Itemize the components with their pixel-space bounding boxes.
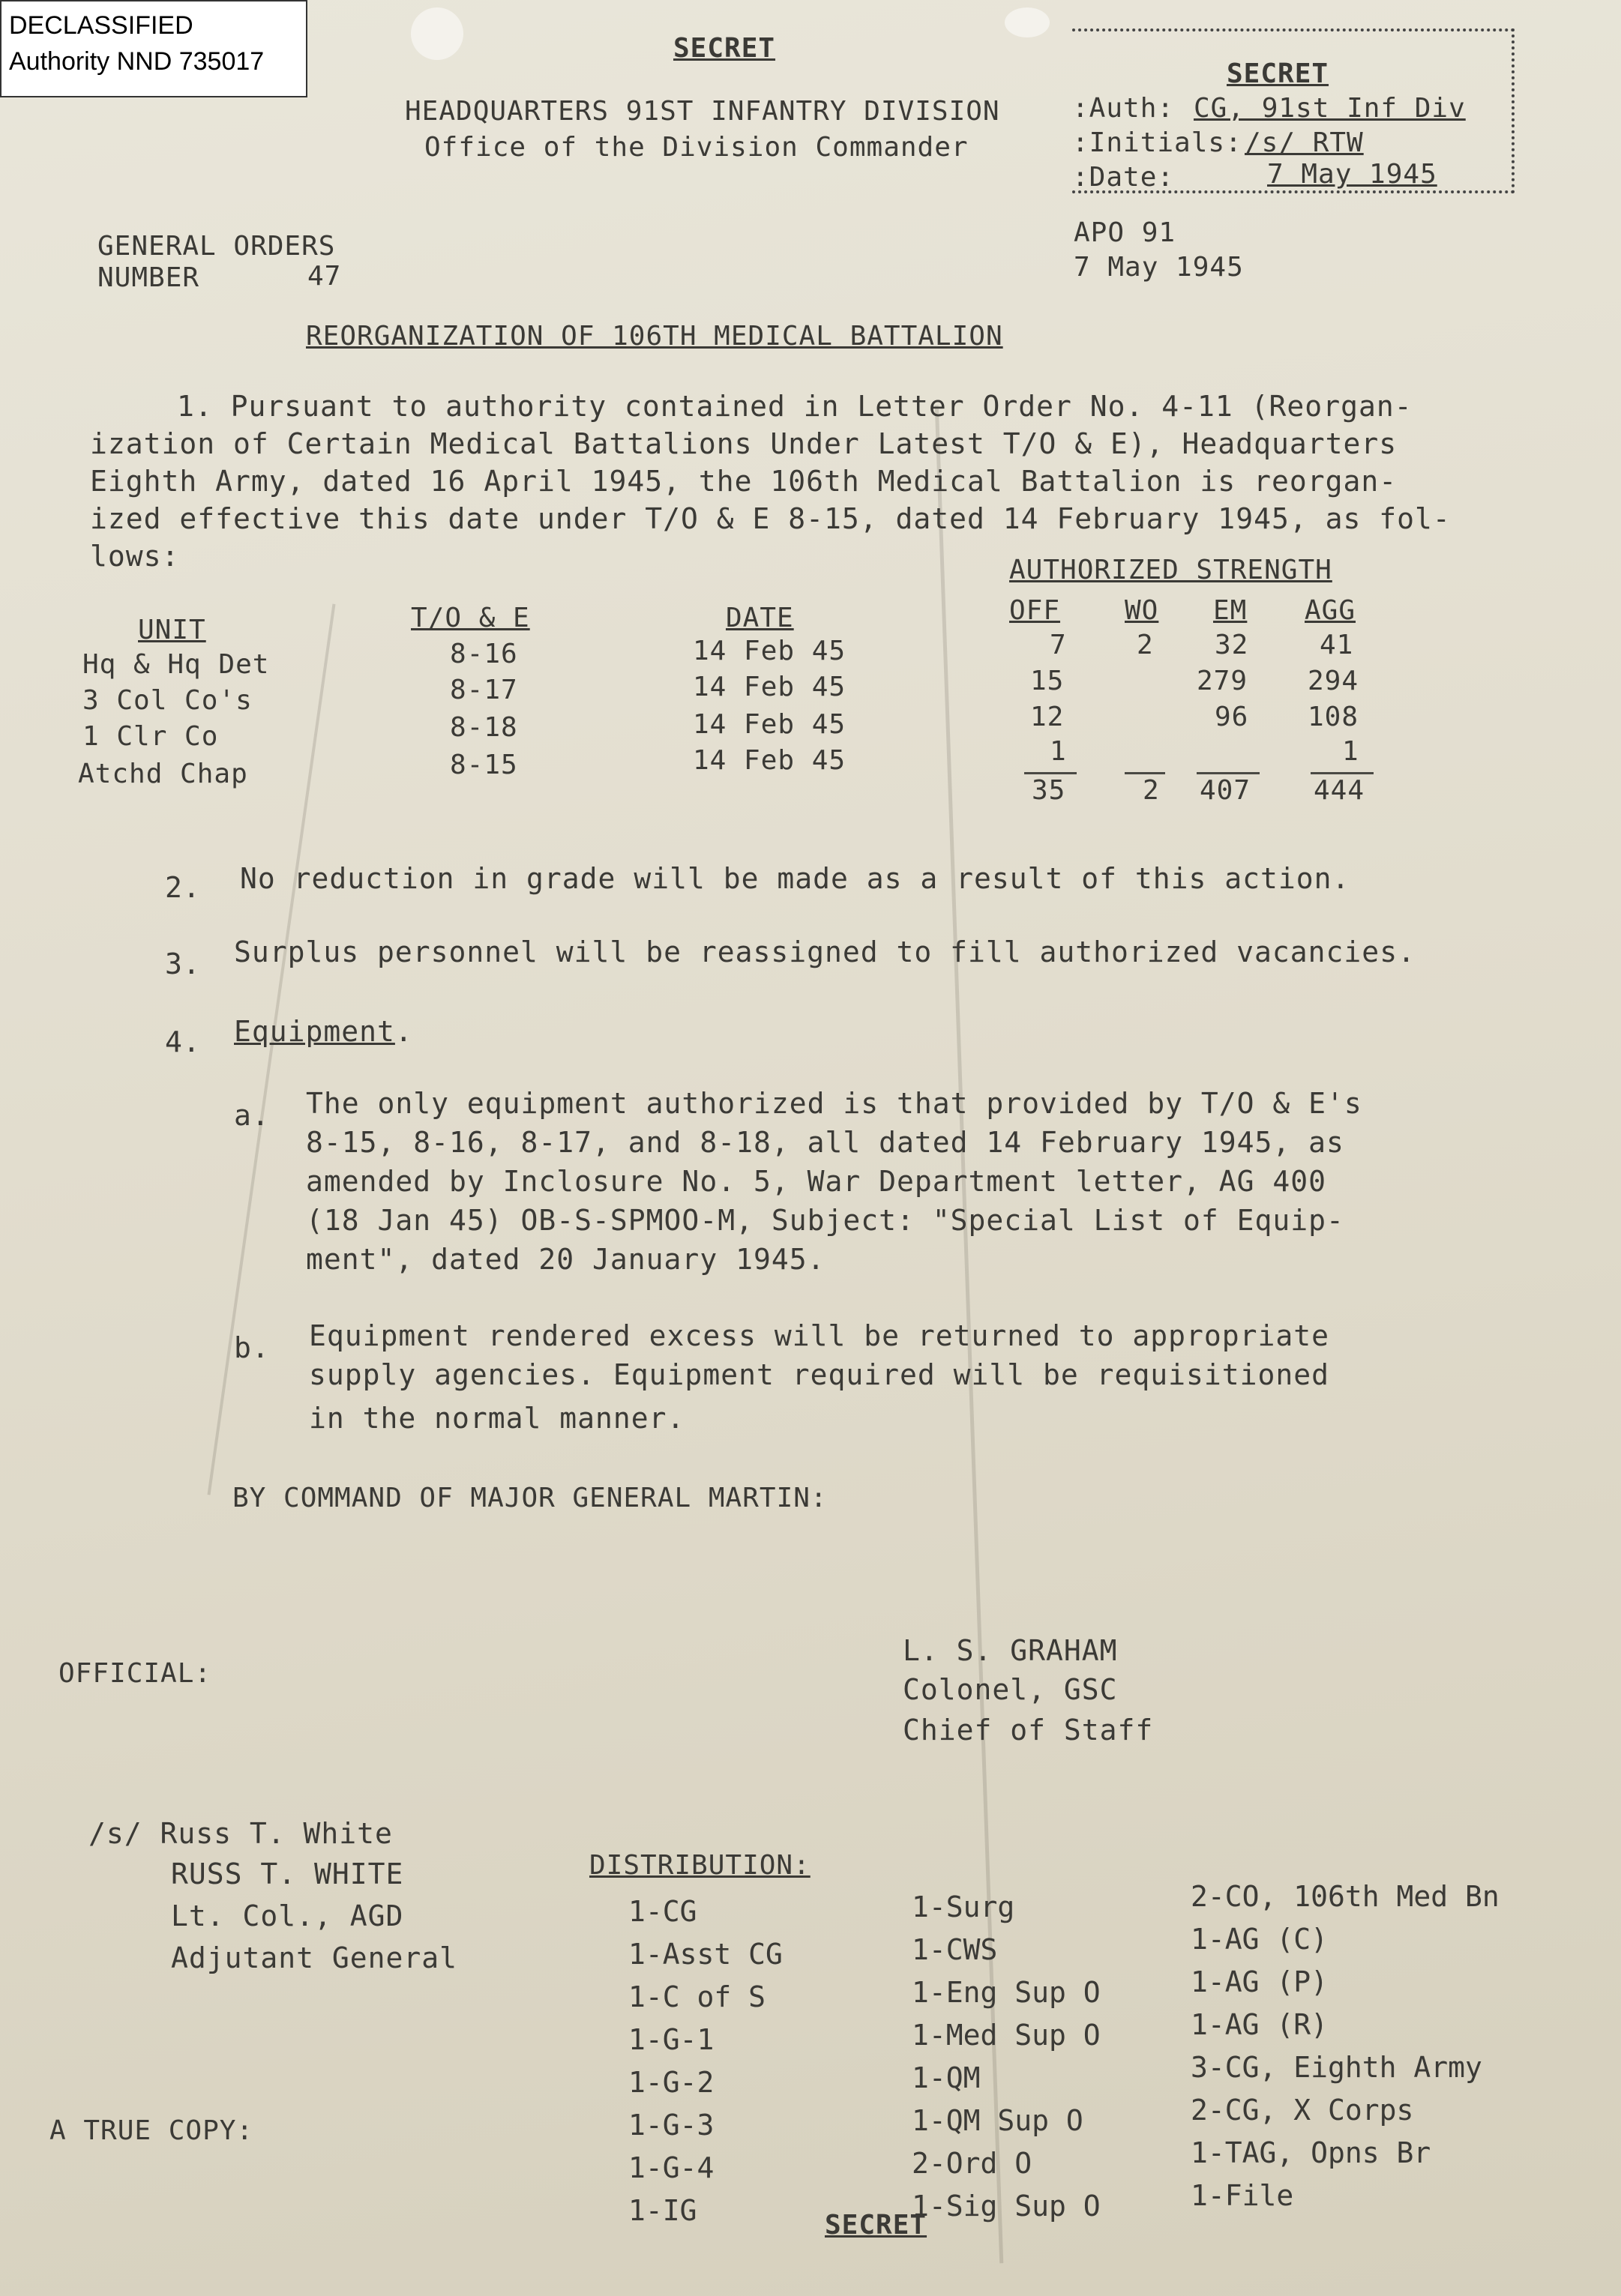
secret-marking-top: SECRET <box>673 33 776 64</box>
table-cell-em: 96 <box>1215 702 1249 732</box>
table-cell-off: 12 <box>1030 702 1065 732</box>
distribution-item: 1-Asst CG <box>628 1938 783 1971</box>
auth-value: CG, 91st Inf Div <box>1194 93 1466 124</box>
para4b-line: supply agencies. Equipment required will be requisitioned <box>309 1358 1330 1391</box>
distribution-item: 1-G-2 <box>628 2066 715 2099</box>
total-agg: 444 <box>1314 775 1365 806</box>
para1-line: ized effective this date under T/O & E 8-15, dated 14 February 1945, as fol- <box>90 502 1451 535</box>
table-cell-em: 279 <box>1197 666 1248 696</box>
hq-line: HEADQUARTERS 91ST INFANTRY DIVISION <box>405 96 1000 127</box>
distribution-item: 1-QM <box>912 2061 981 2094</box>
para4-number: 4. <box>165 1025 201 1058</box>
distribution-item: 1-Sig Sup O <box>912 2190 1101 2223</box>
date-label: :Date: <box>1072 162 1175 193</box>
para4a-line: ment", dated 20 January 1945. <box>306 1243 825 1276</box>
para2-number: 2. <box>165 871 201 904</box>
table-cell-unit: 3 Col Co's <box>82 685 253 716</box>
col-header-off: OFF <box>1009 595 1061 626</box>
stamp-line-1: DECLASSIFIED <box>9 11 193 40</box>
para4b-line: Equipment rendered excess will be returned to appropriate <box>309 1319 1330 1352</box>
distribution-item: 1-Eng Sup O <box>912 1976 1101 2009</box>
para4a-label: a. <box>234 1099 270 1132</box>
declassified-stamp <box>0 0 307 97</box>
table-cell-em: 32 <box>1215 630 1249 660</box>
table-cell-toe: 8-18 <box>450 712 518 743</box>
distribution-item: 1-G-4 <box>628 2151 715 2184</box>
distribution-item: 1-AG (C) <box>1191 1923 1329 1956</box>
distribution-item: 1-TAG, Opns Br <box>1191 2136 1431 2169</box>
col-header-date: DATE <box>726 603 794 633</box>
authenticator-name: RUSS T. WHITE <box>171 1857 404 1890</box>
distribution-item: 1-Med Sup O <box>912 2019 1101 2052</box>
signatory-name: L. S. GRAHAM <box>903 1634 1118 1667</box>
para4a-line: 8-15, 8-16, 8-17, and 8-18, all dated 14 February 1945, as <box>306 1126 1344 1159</box>
official-label: OFFICIAL: <box>58 1658 212 1689</box>
signatory-title: Chief of Staff <box>903 1714 1154 1747</box>
distribution-item: 1-G-1 <box>628 2023 715 2056</box>
distribution-item: 3-CG, Eighth Army <box>1191 2051 1482 2084</box>
para1-line: Eighth Army, dated 16 April 1945, the 106th Medical Battalion is reorgan- <box>90 465 1398 498</box>
distribution-item: 1-CWS <box>912 1933 998 1966</box>
distribution-item: 2-Ord O <box>912 2147 1032 2180</box>
stamp-line-2: Authority NND 735017 <box>9 47 265 76</box>
total-rule-wo <box>1125 772 1165 774</box>
date-value: 7 May 1945 <box>1267 159 1437 190</box>
table-cell-unit: Atchd Chap <box>78 759 248 789</box>
table-cell-date: 14 Feb 45 <box>693 636 846 666</box>
distribution-item: 1-QM Sup O <box>912 2104 1083 2137</box>
col-header-toe: T/O & E <box>411 603 530 633</box>
distribution-item: 1-AG (R) <box>1191 2008 1329 2041</box>
para1-line: ization of Certain Medical Battalions Under Latest T/O & E), Headquarters <box>90 427 1398 460</box>
initials-value: /s/ RTW <box>1245 127 1364 158</box>
secret-marking-bottom: SECRET <box>825 2210 927 2241</box>
table-cell-toe: 8-17 <box>450 675 518 705</box>
authenticator-title: Adjutant General <box>171 1941 458 1974</box>
order-title: REORGANIZATION OF 106TH MEDICAL BATTALION <box>306 321 1003 352</box>
table-cell-date: 14 Feb 45 <box>693 709 846 740</box>
total-em: 407 <box>1200 775 1251 806</box>
para4a-line: The only equipment authorized is that provided by T/O & E's <box>306 1087 1362 1120</box>
total-wo: 2 <box>1143 775 1160 806</box>
para4a-line: amended by Inclosure No. 5, War Department letter, AG 400 <box>306 1165 1327 1198</box>
authenticator-signature: /s/ Russ T. White <box>88 1817 393 1850</box>
distribution-item: 1-G-3 <box>628 2109 715 2142</box>
distribution-item: 2-CO, 106th Med Bn <box>1191 1880 1500 1913</box>
table-cell-off: 1 <box>1050 736 1067 767</box>
para3-text: Surplus personnel will be reassigned to fill authorized vacancies. <box>234 935 1416 968</box>
command-line: BY COMMAND OF MAJOR GENERAL MARTIN: <box>232 1483 828 1513</box>
secret-box-title: SECRET <box>1227 58 1329 89</box>
apo: APO 91 <box>1074 217 1176 248</box>
office-line: Office of the Division Commander <box>424 132 969 163</box>
true-copy-label: A TRUE COPY: <box>49 2115 254 2146</box>
para4b-label: b. <box>234 1331 270 1364</box>
number-label: NUMBER <box>97 262 200 293</box>
authenticator-rank: Lt. Col., AGD <box>171 1899 404 1932</box>
order-number: 47 <box>307 261 342 292</box>
distribution-item: 2-CG, X Corps <box>1191 2094 1414 2127</box>
col-header-wo: WO <box>1125 595 1159 626</box>
distribution-col-1 <box>628 1890 783 2232</box>
table-cell-off: 7 <box>1050 630 1067 660</box>
distribution-col-3 <box>1191 1875 1500 2217</box>
table-cell-date: 14 Feb 45 <box>693 745 846 776</box>
col-header-unit: UNIT <box>138 615 206 645</box>
distribution-title: DISTRIBUTION: <box>589 1850 810 1881</box>
table-cell-agg: 41 <box>1320 630 1354 660</box>
table-cell-date: 14 Feb 45 <box>693 672 846 702</box>
equipment-heading: Equipment <box>234 1015 395 1048</box>
total-off: 35 <box>1032 775 1066 806</box>
distribution-item: 1-CG <box>628 1895 697 1928</box>
punch-hole <box>1005 7 1050 37</box>
signatory-rank: Colonel, GSC <box>903 1673 1118 1706</box>
table-cell-unit: Hq & Hq Det <box>82 649 270 680</box>
col-header-agg: AGG <box>1305 595 1356 626</box>
equipment-heading-period: . <box>394 1015 413 1048</box>
col-header-em: EM <box>1213 595 1248 626</box>
distribution-item: 1-IG <box>628 2194 697 2227</box>
authorized-strength-header: AUTHORIZED STRENGTH <box>1009 555 1332 585</box>
distribution-item: 1-File <box>1191 2179 1294 2212</box>
table-cell-unit: 1 Clr Co <box>82 721 219 752</box>
table-cell-agg: 294 <box>1308 666 1359 696</box>
table-cell-wo: 2 <box>1137 630 1154 660</box>
punch-hole <box>411 7 463 60</box>
para4-heading <box>234 1015 413 1048</box>
total-rule-off <box>1024 772 1077 774</box>
order-date: 7 May 1945 <box>1074 252 1244 283</box>
distribution-col-2 <box>912 1886 1101 2228</box>
para1-line: 1. Pursuant to authority contained in Letter Order No. 4-11 (Reorgan- <box>177 390 1413 423</box>
table-cell-agg: 1 <box>1342 736 1359 767</box>
general-orders-label: GENERAL ORDERS <box>97 231 336 262</box>
distribution-item: 1-Surg <box>912 1890 1015 1923</box>
para4a-line: (18 Jan 45) OB-S-SPMOO-M, Subject: "Special List of Equip- <box>306 1204 1344 1237</box>
para4b-line: in the normal manner. <box>309 1402 685 1435</box>
auth-label: :Auth: <box>1072 93 1175 124</box>
table-cell-off: 15 <box>1030 666 1065 696</box>
total-rule-em <box>1197 772 1260 774</box>
table-cell-toe: 8-16 <box>450 639 518 669</box>
distribution-item: 1-AG (P) <box>1191 1965 1329 1998</box>
initials-label: :Initials: <box>1072 127 1242 158</box>
table-cell-agg: 108 <box>1308 702 1359 732</box>
distribution-item: 1-C of S <box>628 1980 766 2013</box>
total-rule-agg <box>1311 772 1374 774</box>
para1-line: lows: <box>90 540 180 573</box>
para2-text: No reduction in grade will be made as a result of this action. <box>240 862 1350 895</box>
table-cell-toe: 8-15 <box>450 750 518 780</box>
para3-number: 3. <box>165 947 201 980</box>
